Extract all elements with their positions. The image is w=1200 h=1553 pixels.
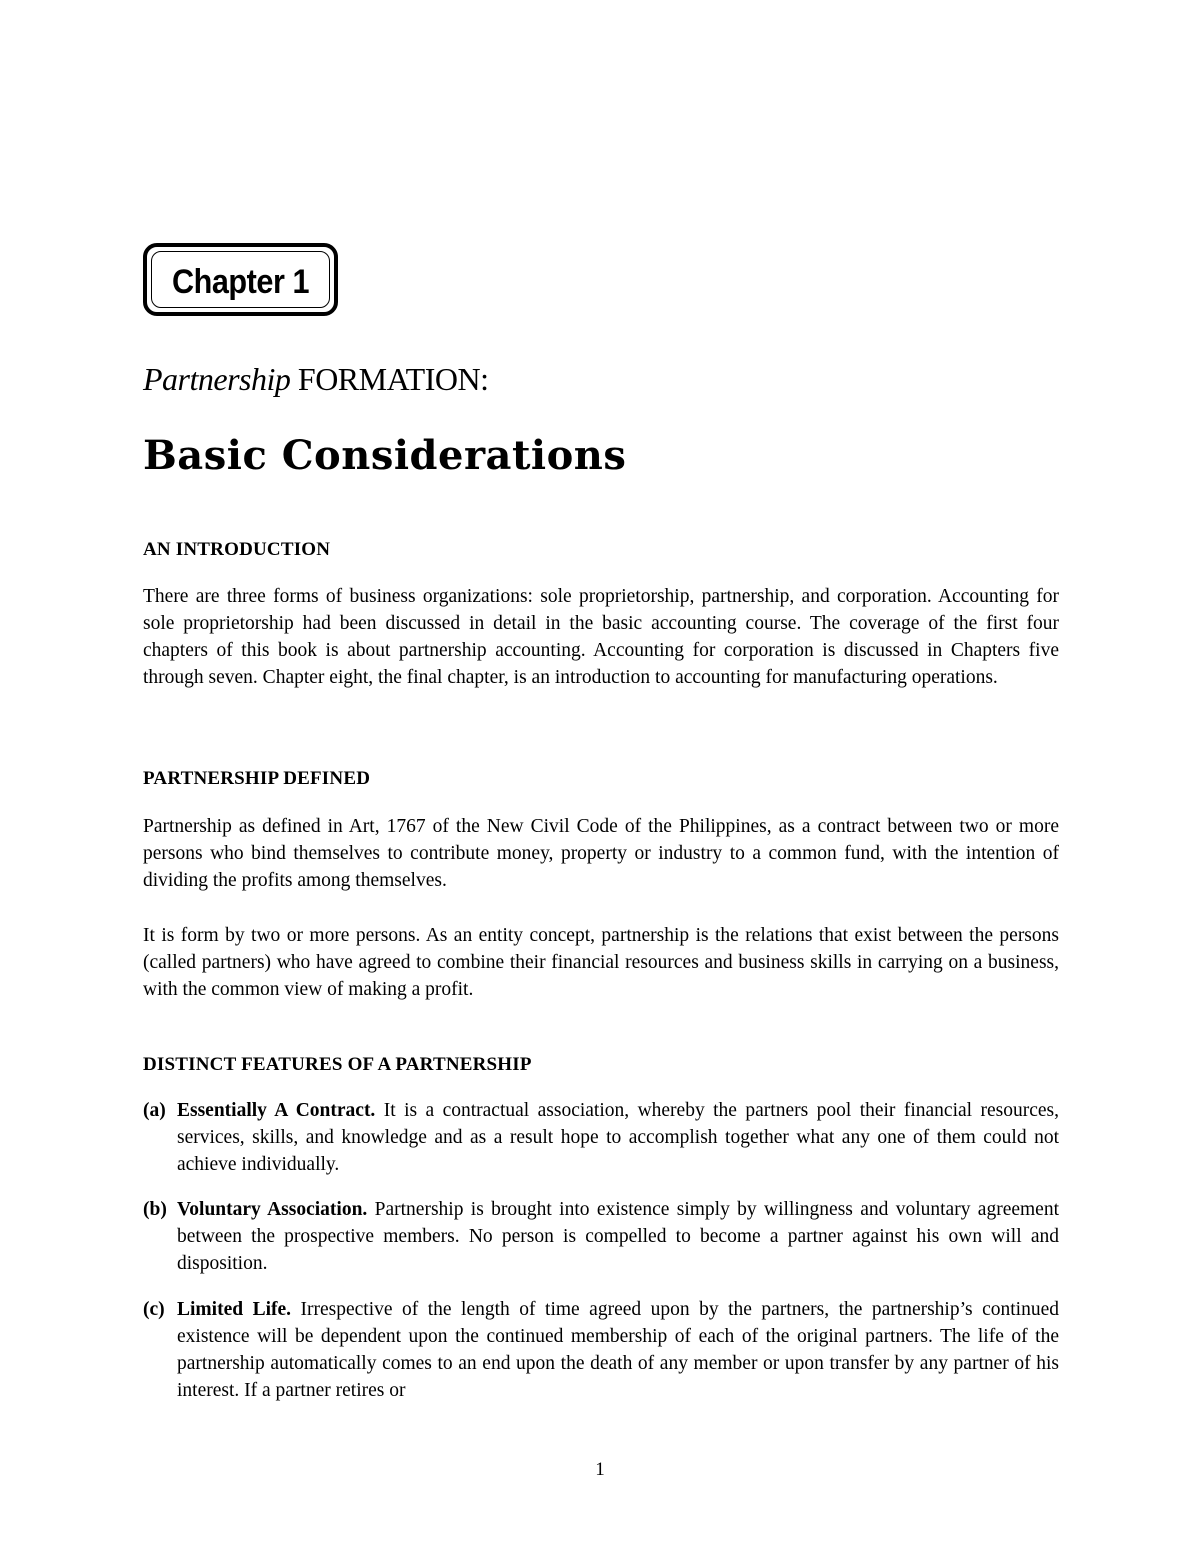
page-title: Basic Considerations [143, 432, 627, 479]
page-number: 1 [595, 1459, 605, 1480]
chapter-badge [143, 243, 338, 316]
item-term: Voluntary Association. [177, 1199, 368, 1220]
intro-heading: AN INTRODUCTION [143, 539, 331, 560]
features-heading: DISTINCT FEATURES OF A PARTNERSHIP [143, 1054, 532, 1075]
feature-item-a [143, 1097, 1059, 1178]
item-marker: (a) [143, 1100, 166, 1121]
subtitle-part-2: FORMATION: [290, 361, 489, 397]
subtitle-part-1: Partnership [143, 361, 291, 397]
item-body [177, 1296, 1059, 1404]
defined-heading: PARTNERSHIP DEFINED [143, 768, 371, 789]
item-marker: (b) [143, 1199, 167, 1220]
subtitle [143, 361, 488, 398]
feature-item-b [143, 1196, 1059, 1277]
item-text: Irrespective of the length of time agreed upon by the partners, the partnership’s continued existence will be dependent upon the continued membership of each of the original partners. The life of the partnership automatically comes to an end upon the death of any member or upon transfer by any partner of his interest. If a partner retires or [177, 1299, 1059, 1401]
item-marker: (c) [143, 1299, 165, 1320]
item-term: Limited Life. [177, 1299, 292, 1320]
defined-paragraph-1: Partnership as defined in Art, 1767 of the New Civil Code of the Philippines, as a contract between two or more persons who bind themselves to contribute money, property or industry to a common fund, with the intention of dividing the profits among themselves. [143, 816, 1059, 891]
item-body [177, 1196, 1059, 1277]
item-body [177, 1097, 1059, 1178]
item-text: It is a contractual association, whereby the partners pool their financial resources, services, skills, and knowledge and as a result hope to accomplish together what any one of them could not achieve individually. [177, 1100, 1059, 1175]
chapter-label: Chapter 1 [171, 263, 310, 301]
feature-item-c [143, 1296, 1059, 1404]
item-text: Partnership is brought into existence simply by willingness and voluntary agreement between the prospective members. No person is compelled to become a partner against his own will and disposition. [177, 1199, 1060, 1274]
intro-paragraph: There are three forms of business organizations: sole proprietorship, partnership, and corporation. Accounting for sole proprietorship had been discussed in detail in the basic accounting course. The coverage of the first four chapters of this book is about partnership accounting. Accounting for corporation is discussed in Chapters five through seven. Chapter eight, the final chapter, is an introduction to accounting for manufacturing operations. [143, 586, 1059, 688]
defined-paragraph-2: It is form by two or more persons. As an entity concept, partnership is the relations that exist between the persons (called partners) who have agreed to combine their financial resources and business skills in carrying on a business, with the common view of making a profit. [143, 925, 1059, 1000]
item-term: Essentially A Contract. [177, 1100, 376, 1121]
